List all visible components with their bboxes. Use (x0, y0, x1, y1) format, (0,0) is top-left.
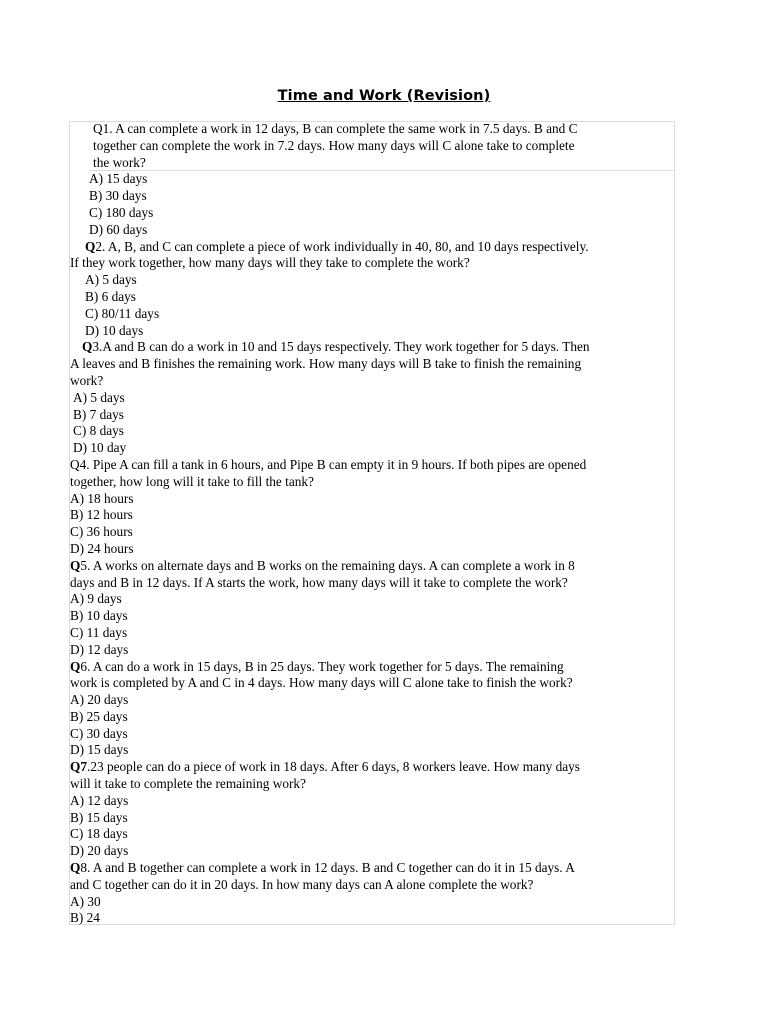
option-c: C) 36 hours (70, 524, 133, 540)
question-text: Q8. A and B together can complete a work in 12 days. B and C together can do it in 15 days. A (70, 860, 575, 876)
option-d: D) 60 days (89, 221, 148, 237)
option-a: A) 12 days (70, 792, 129, 808)
option-c: C) 11 days (70, 624, 128, 640)
option-c: C) 8 days (73, 423, 124, 439)
question-text: together, how long will it take to fill the tank? (70, 473, 314, 489)
option-d: D) 10 days (85, 322, 144, 338)
option-c: C) 30 days (70, 725, 128, 741)
question-list (70, 121, 676, 927)
question-number: Q (70, 860, 81, 876)
question-text: Q2. A, B, and C can complete a piece of work individually in 40, 80, and 10 days respectively. (85, 238, 589, 254)
option-b: B) 15 days (70, 809, 128, 825)
option-d: D) 20 days (70, 843, 129, 859)
question-text: Q5. A works on alternate days and B works on the remaining days. A can complete a work in 8 (70, 557, 575, 573)
question-number: Q (82, 339, 93, 355)
question-7 (70, 759, 676, 860)
question-6 (70, 659, 676, 760)
question-2 (70, 239, 676, 340)
question-1 (70, 121, 676, 239)
option-d: D) 15 days (70, 742, 129, 758)
question-text: Q4. Pipe A can fill a tank in 6 hours, and Pipe B can empty it in 9 hours. If both pipes are opened (70, 456, 587, 472)
option-b: B) 25 days (70, 708, 128, 724)
question-number: Q (70, 557, 81, 573)
question-4 (70, 457, 676, 558)
option-a: A) 5 days (73, 389, 125, 405)
option-a: A) 20 days (70, 692, 129, 708)
question-text: If they work together, how many days will they take to complete the work? (70, 255, 470, 271)
option-d: D) 24 hours (70, 540, 134, 556)
question-text: together can complete the work in 7.2 days. How many days will C alone take to complete (93, 137, 575, 153)
question-number: Q (85, 238, 96, 254)
question-number: Q1. (93, 121, 116, 136)
option-b: B) 24 (70, 910, 100, 926)
question-number: Q7 (70, 759, 87, 775)
option-d: D) 12 days (70, 641, 129, 657)
option-b: B) 30 days (89, 188, 147, 204)
question-text: Q3.A and B can do a work in 10 and 15 days respectively. They work together for 5 days. Then (82, 339, 590, 355)
question-text: A leaves and B finishes the remaining work. How many days will B take to finish the remaining (70, 356, 582, 372)
document-title: Time and Work (Revision) (277, 88, 491, 104)
question-text: Q6. A can do a work in 15 days, B in 25 days. They work together for 5 days. The remaining (70, 658, 564, 674)
question-text: Q7.23 people can do a piece of work in 18 days. After 6 days, 8 workers leave. How many days (70, 759, 580, 775)
question-text: work? (70, 372, 104, 388)
option-a: A) 15 days (89, 171, 148, 187)
option-b: B) 7 days (73, 406, 124, 422)
option-a: A) 18 hours (70, 490, 134, 506)
question-5 (70, 558, 676, 659)
option-a: A) 9 days (70, 591, 122, 607)
option-d: D) 10 day (73, 440, 127, 456)
question-number: Q4. (70, 456, 93, 472)
option-b: B) 6 days (85, 288, 136, 304)
option-b: B) 10 days (70, 608, 128, 624)
question-text: the work? (93, 154, 146, 170)
option-a: A) 5 days (85, 272, 137, 288)
question-text: Q1. A can complete a work in 12 days, B can complete the same work in 7.5 days. B and C (93, 121, 578, 136)
option-b: B) 12 hours (70, 507, 133, 523)
question-3 (70, 339, 676, 457)
question-number: Q (70, 658, 81, 674)
option-a: A) 30 (70, 893, 101, 909)
option-c: C) 18 days (70, 826, 128, 842)
question-text: will it take to complete the remaining work? (70, 776, 306, 792)
option-c: C) 180 days (89, 204, 154, 220)
question-8 (70, 860, 676, 927)
question-text: work is completed by A and C in 4 days. How many days will C alone take to finish the work? (70, 675, 573, 691)
question-text: days and B in 12 days. If A starts the work, how many days will it take to complete the work? (70, 574, 568, 590)
option-c: C) 80/11 days (85, 305, 160, 321)
question-text: and C together can do it in 20 days. In how many days can A alone complete the work? (70, 876, 534, 892)
